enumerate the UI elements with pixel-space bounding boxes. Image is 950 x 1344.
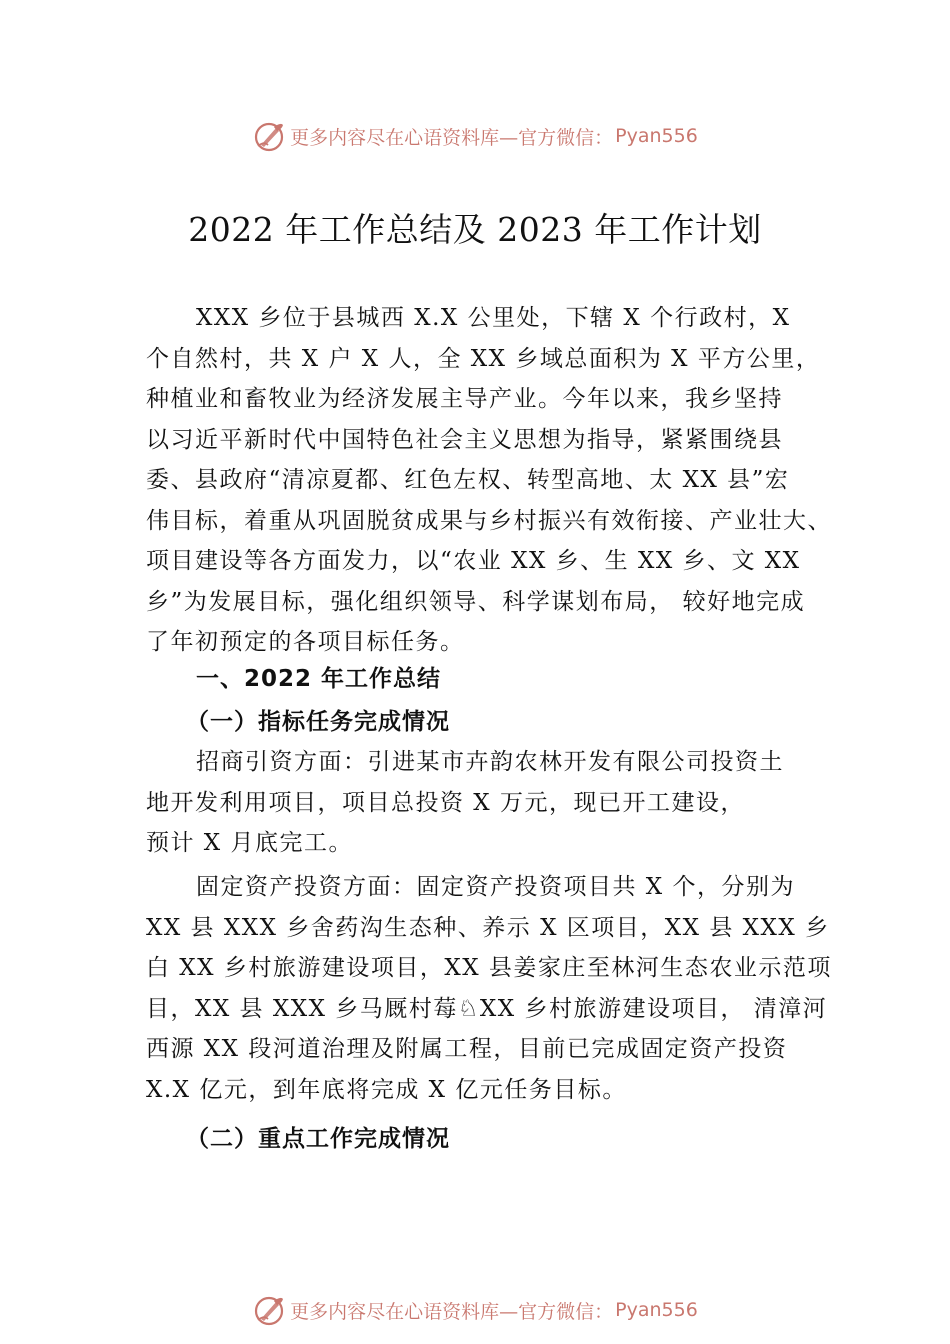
quill-pen-seal-icon (252, 1293, 286, 1327)
paragraph-line: 预计 X 月底完工。 (146, 830, 353, 856)
intro-paragraph (146, 298, 832, 663)
paragraph-line: X.X 亿元，到年底将完成 X 亿元任务目标。 (146, 1076, 627, 1103)
paragraph-line: 了年初预定的各项目标任务。 (146, 629, 465, 655)
paragraph-line: 招商引资方面：引进某市卉韵农林开发有限公司投资土 (196, 749, 784, 775)
fixed-asset-paragraph (146, 867, 832, 1110)
document-title: 2022 年工作总结及 2023 年工作计划 (188, 210, 762, 249)
paragraph-line: 伟目标，着重从巩固脱贫成果与乡村振兴有效衔接、产业壮大、 (146, 507, 832, 534)
paragraph-line: 固定资产投资方面：固定资产投资项目共 X 个，分别为 (196, 874, 795, 900)
paragraph-line: 项目建设等各方面发力，以“农业 XX 乡、生 XX 乡、文 XX (146, 548, 801, 574)
watermark-text: 更多内容尽在心语资料库—官方微信： (290, 126, 614, 149)
paragraph-line: 目，XX 县 XXX 乡马厩村莓♘XX 乡村旅游建设项目， 清漳河 (146, 995, 828, 1022)
paragraph-line: 乡”为发展目标，强化组织领导、科学谋划布局， 较好地完成 (146, 588, 806, 615)
paragraph-line: 委、县政府“清凉夏都、红色左权、转型高地、太 XX 县”宏 (146, 467, 790, 493)
paragraph-line: XXX 乡位于县城西 X.X 公里处，下辖 X 个行政村，X (196, 305, 791, 331)
subsection-heading-indicators: （一）指标任务完成情况 (186, 709, 450, 735)
watermark-text: 更多内容尽在心语资料库—官方微信： (290, 1300, 614, 1323)
paragraph-line: 西源 XX 段河道治理及附属工程，目前已完成固定资产投资 (146, 1036, 788, 1062)
watermark-header (0, 116, 950, 156)
subsection-heading-key-work: （二）重点工作完成情况 (186, 1126, 450, 1152)
paragraph-line: XX 县 XXX 乡舍药沟生态种、养示 X 区项目，XX 县 XXX 乡 (146, 914, 830, 941)
paragraph-line: 以习近平新时代中国特色社会主义思想为指导，紧紧围绕县 (146, 426, 783, 453)
quill-pen-seal-icon (252, 119, 286, 153)
watermark-handle: Pyan556 (615, 125, 698, 147)
watermark-footer (0, 1290, 950, 1330)
watermark-handle: Pyan556 (615, 1299, 698, 1321)
section-heading-summary: 一、2022 年工作总结 (196, 666, 442, 692)
paragraph-line: 地开发利用项目，项目总投资 X 万元，现已开工建设， (146, 789, 745, 816)
paragraph-line: 个自然村，共 X 户 X 人，全 XX 乡域总面积为 X 平方公里， (146, 345, 821, 372)
paragraph-line: 白 XX 乡村旅游建设项目，XX 县姜家庄至林河生态农业示范项 (146, 955, 832, 981)
investment-paragraph (146, 742, 826, 864)
paragraph-line: 种植业和畜牧业为经济发展主导产业。今年以来，我乡坚持 (146, 386, 783, 412)
